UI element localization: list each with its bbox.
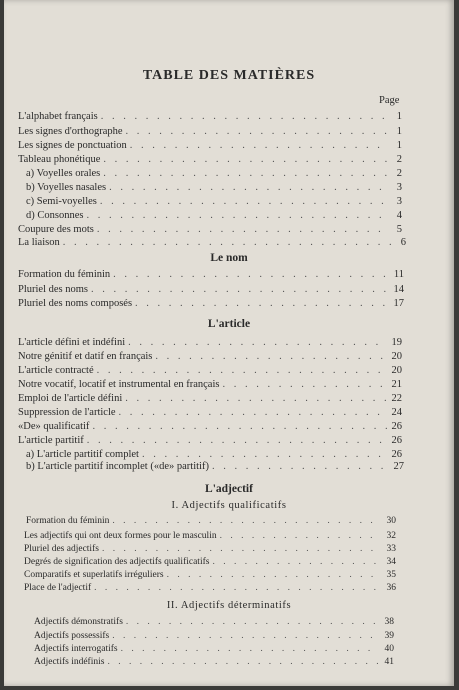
toc-entry[interactable]: Formation du féminin . . . 11 — [18, 268, 404, 281]
toc-entry[interactable]: b) Voyelles nasales . . . 3 — [26, 181, 402, 194]
toc-entry[interactable]: Pluriel des adjectifs . . . 33 — [24, 543, 396, 556]
toc-entry[interactable]: Adjectifs possessifs . . . 39 — [34, 630, 394, 643]
page-column-label: Page — [379, 95, 400, 106]
toc-entry[interactable]: Place de l'adjectif . . . 36 — [24, 582, 396, 595]
toc-entry[interactable]: Formation du féminin . . . 30 — [26, 515, 396, 528]
toc-entry[interactable]: Notre génitif et datif en français . . . 20 — [18, 350, 402, 363]
toc-entry[interactable]: Adjectifs interrogatifs . . . 40 — [34, 643, 394, 656]
toc-entry[interactable]: Tableau phonétique . . . 2 — [18, 153, 402, 166]
page-title: TABLE DES MATIÈRES — [142, 68, 316, 83]
section-heading-adjectif: L'adjectif — [205, 483, 253, 495]
toc-entry[interactable]: d) Consonnes . . . 4 — [26, 209, 402, 222]
toc-entry[interactable]: Pluriel des noms composés . . . 17 — [18, 297, 404, 310]
toc-entry[interactable]: La liaison . . . 6 — [18, 236, 406, 249]
toc-entry[interactable]: L'alphabet français . . . 1 — [18, 110, 402, 123]
toc-entry[interactable]: Pluriel des noms . . . 14 — [18, 283, 404, 296]
toc-entry[interactable]: L'article contracté . . . 20 — [18, 364, 402, 377]
toc-entry[interactable]: Emploi de l'article défini . . . 22 — [18, 392, 402, 405]
subsection-heading-determinatifs: II. Adjectifs déterminatifs — [166, 600, 292, 611]
toc-entry[interactable]: Les adjectifs qui ont deux formes pour le masculin . . . 32 — [24, 530, 396, 543]
toc-entry[interactable]: Suppression de l'article . . . 24 — [18, 406, 402, 419]
toc-entry[interactable]: L'article partitif . . . 26 — [18, 434, 402, 447]
toc-entry[interactable]: c) Semi-voyelles . . . 3 — [26, 195, 402, 208]
toc-entry[interactable]: Notre vocatif, locatif et instrumental en français . . . 21 — [18, 378, 402, 391]
toc-entry[interactable]: Adjectifs démonstratifs . . . 38 — [34, 616, 394, 629]
section-heading-nom: Le nom — [210, 252, 248, 264]
toc-entry[interactable]: «De» qualificatif . . . 26 — [18, 420, 402, 433]
toc-entry[interactable]: L'article défini et indéfini . . . 19 — [18, 336, 402, 349]
toc-entry[interactable]: a) Voyelles orales . . . 2 — [26, 167, 402, 180]
toc-entry[interactable]: Adjectifs indéfinis . . . 41 — [34, 656, 394, 669]
section-heading-article: L'article — [207, 318, 251, 330]
toc-entry[interactable]: Comparatifs et superlatifs irréguliers . . . 35 — [24, 569, 396, 582]
toc-entry[interactable]: Coupure des mots . . . 5 — [18, 223, 402, 236]
subsection-heading-qualificatifs: I. Adjectifs qualificatifs — [171, 500, 287, 511]
toc-entry[interactable]: Les signes de ponctuation . . . 1 — [18, 139, 402, 152]
toc-entry[interactable]: Les signes d'orthographe . . . 1 — [18, 125, 402, 138]
book-page — [4, 0, 454, 686]
toc-entry[interactable]: a) L'article partitif complet . . . 26 — [26, 448, 402, 461]
toc-entry[interactable]: b) L'article partitif incomplet («de» partitif) . . . 27 — [26, 460, 404, 473]
toc-entry[interactable]: Degrés de signification des adjectifs qualificatifs . . . 34 — [24, 556, 396, 569]
